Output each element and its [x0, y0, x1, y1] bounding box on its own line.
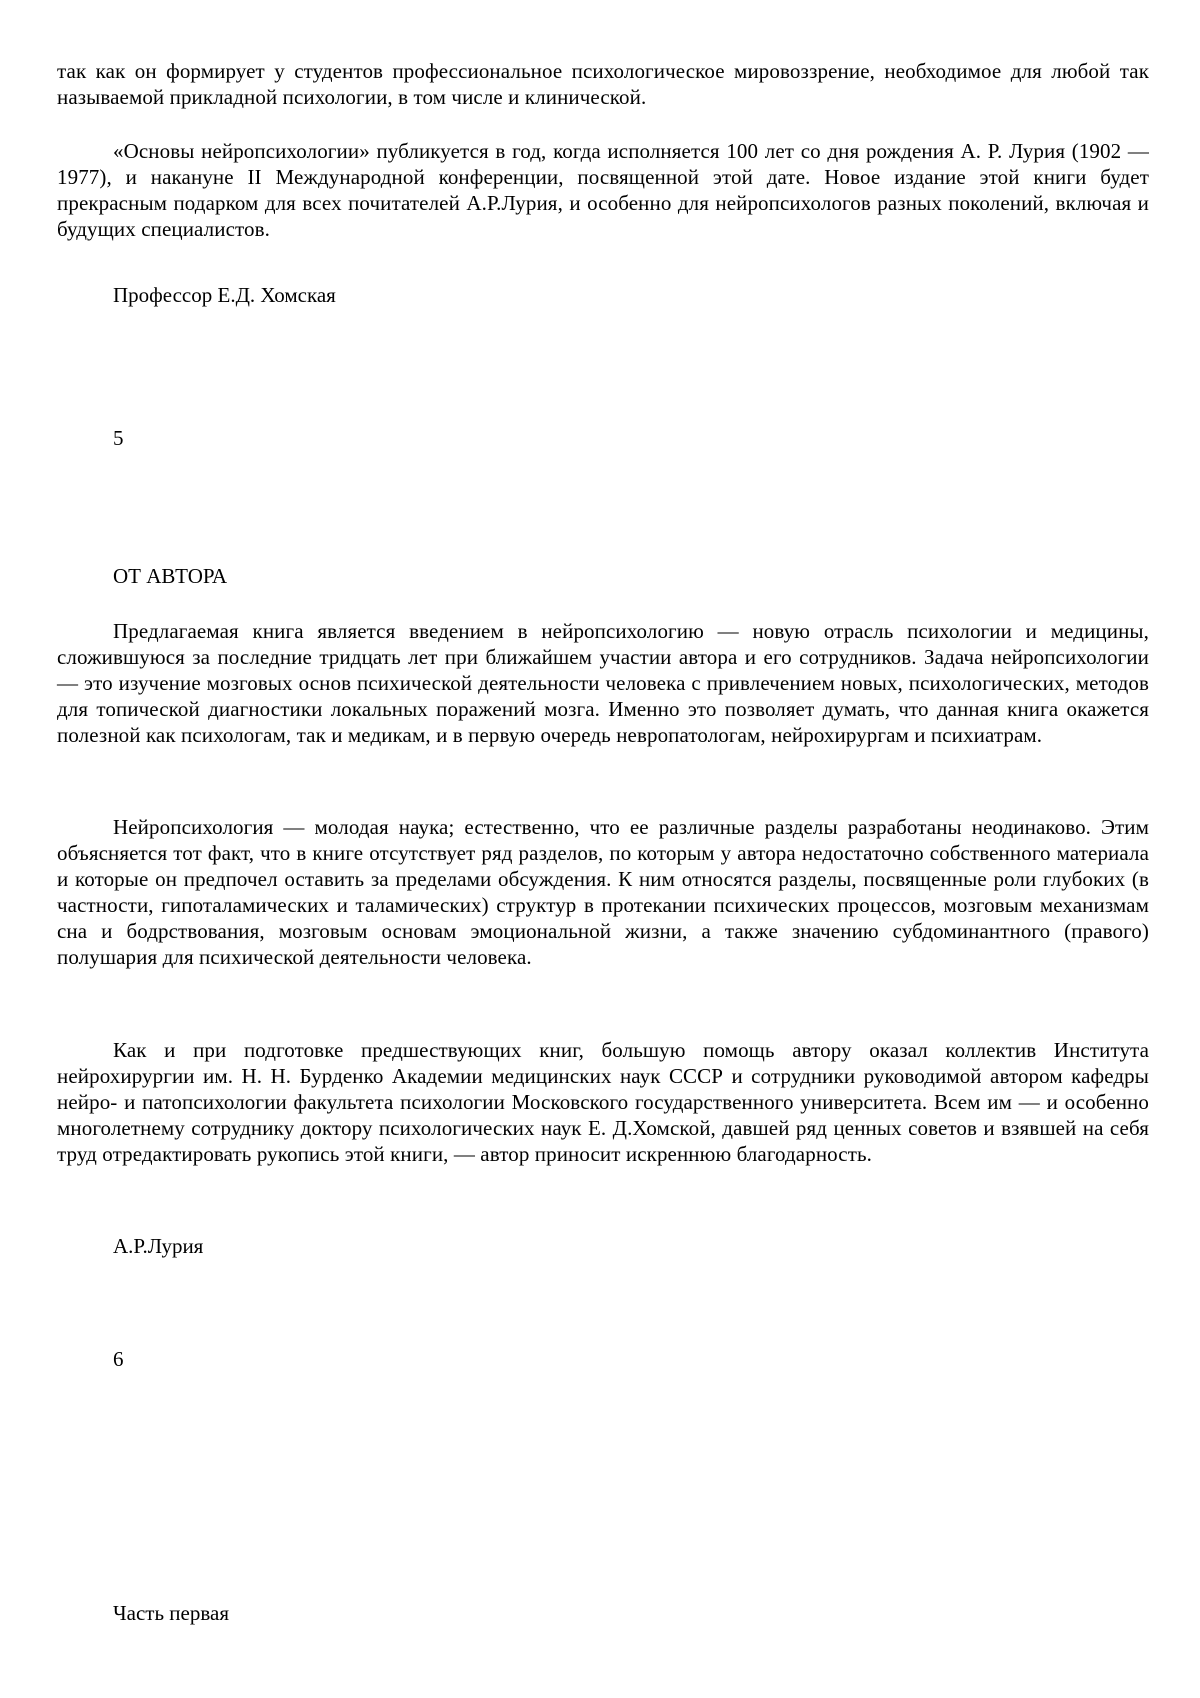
author-signature: А.Р.Лурия — [113, 1234, 204, 1258]
paragraph-author-scope: Нейропсихология — молодая наука; естественно, что ее различные разделы разработаны неодинаково. Этим объясняется тот факт, что в книге отсутствует ряд разделов, по которым у автора недостаточно собственного материала и которые он предпочел оставить за пределами обсуждения. К ним относятся разделы, посвященные роли глубоких (в частности, гипоталамических и таламических) структур в протекании психических процессов, мозговым механизмам сна и бодрствования, мозговым основам эмоциональной жизни, а также значению субдоминантного (правого) полушария для психической деятельности человека. — [57, 815, 1149, 969]
paragraph-foreword-closing: «Основы нейропсихологии» публикуется в год, когда исполняется 100 лет со дня рождения А. Р. Лурия (1902 — 1977), и накануне II Международной конференции, посвященной этой дате. Новое издание этой книги будет прекрасным подарком для всех почитателей А.Р.Лурия, и особенно для нейропсихологов разных поколений, включая и будущих специалистов. — [57, 139, 1149, 241]
paragraph-continuation: так как он формирует у студентов профессиональное психологическое мировоззрение, необходимое для любой так называемой прикладной психологии, в том числе и клинической. — [57, 59, 1149, 109]
paragraph-author-intro: Предлагаемая книга является введением в нейропсихологию — новую отрасль психологии и медицины, сложившуюся за последние тридцать лет при ближайшем участии автора и его сотрудников. Задача нейропсихологии — это изучение мозговых основ психической деятельности человека с привлечением новых, психологических, методов для топической диагностики локальных поражений мозга. Именно это позволяет думать, что данная книга окажется полезной как психологам, так и медикам, и в первую очередь невропатологам, нейрохирургам и психиатрам. — [57, 619, 1149, 747]
page-number: 6 — [113, 1347, 124, 1371]
foreword-signature: Профессор Е.Д. Хомская — [113, 283, 336, 307]
page-number: 5 — [113, 426, 124, 450]
part-title: Часть первая — [113, 1601, 229, 1625]
paragraph-author-thanks: Как и при подготовке предшествующих книг, большую помощь автору оказал коллектив Института нейрохирургии им. Н. Н. Бурденко Академии медицинских наук СССР и сотрудники руководимой автором кафедры нейро- и патопсихологии факультета психологии Московского государственного университета. Всем им — и особенно многолетнему сотруднику доктору психологических наук Е. Д.Хомской, давшей ряд ценных советов и взявшей на себя труд отредактировать рукопись этой книги, — автор приносит искреннюю благодарность. — [57, 1038, 1149, 1166]
section-heading: ОТ АВТОРА — [113, 564, 228, 588]
